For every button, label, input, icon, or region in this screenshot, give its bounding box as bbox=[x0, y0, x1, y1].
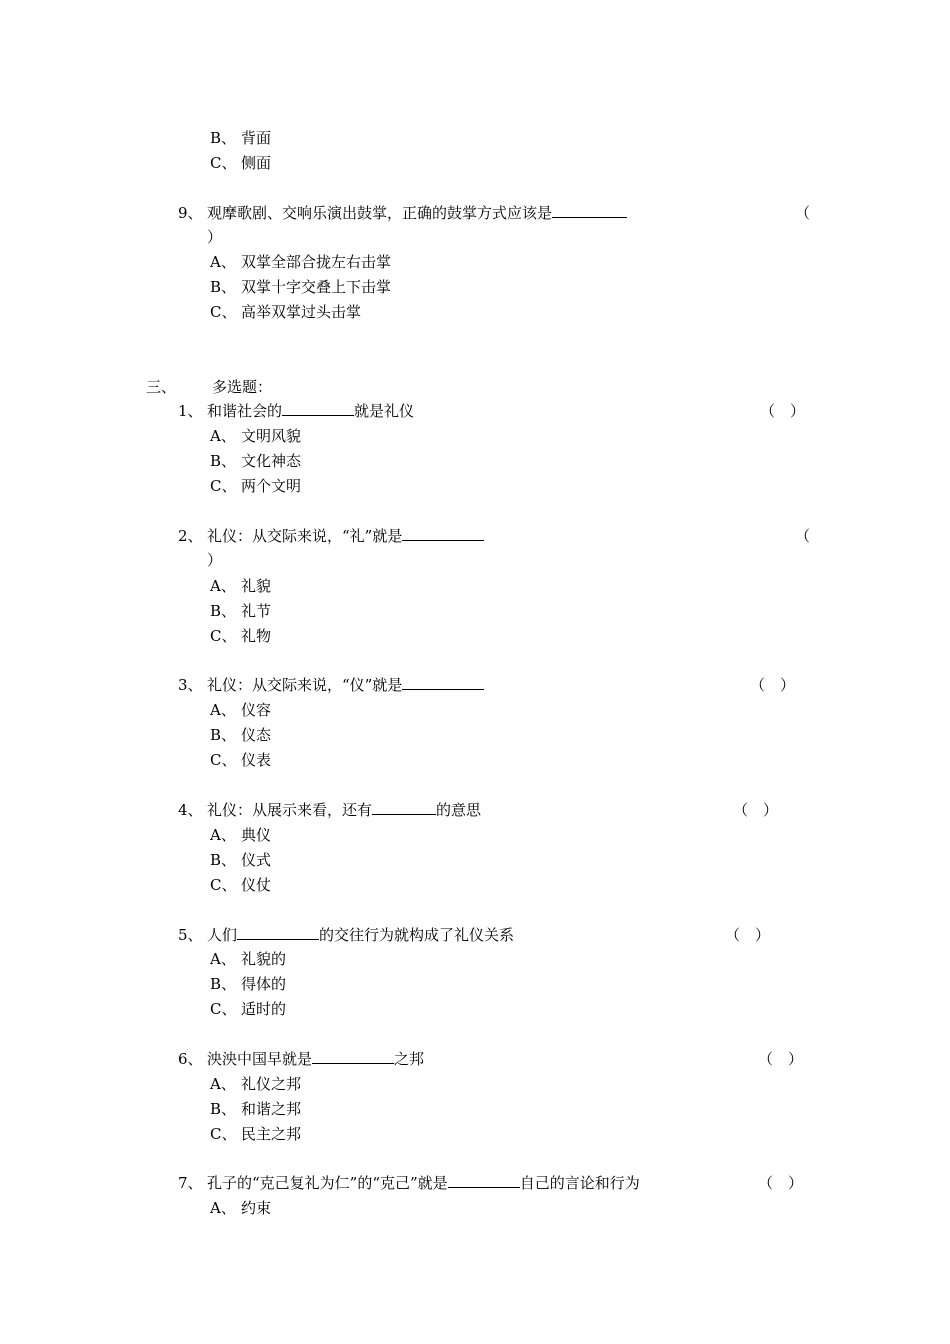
answer-paren-open: （ bbox=[795, 527, 811, 545]
question-number: 1、 bbox=[178, 402, 203, 420]
question-number: 9、 bbox=[178, 204, 203, 222]
option-letter: B、 bbox=[210, 726, 237, 744]
answer-paren: （ ） bbox=[758, 1050, 804, 1068]
question-number: 2、 bbox=[178, 527, 203, 545]
option-text: 高举双掌过头击掌 bbox=[241, 303, 362, 321]
option-letter: A、 bbox=[210, 253, 236, 271]
option-text: 仪表 bbox=[241, 751, 272, 769]
question-text: 观摩歌剧、交响乐演出鼓掌，正确的鼓掌方式应该是 bbox=[207, 203, 627, 223]
option-text: 和谐之邦 bbox=[241, 1100, 302, 1118]
question-text: 人们 的交往行为就构成了礼仪关系 bbox=[207, 926, 515, 944]
option-letter: C、 bbox=[210, 1125, 237, 1143]
answer-blank bbox=[402, 675, 484, 690]
answer-blank bbox=[237, 925, 319, 940]
option-text: 文明风貌 bbox=[241, 427, 302, 445]
option-text: 约束 bbox=[241, 1199, 272, 1217]
option-text: 背面 bbox=[241, 129, 272, 147]
question-number: 5、 bbox=[178, 926, 203, 944]
option-text: 适时的 bbox=[241, 1000, 287, 1018]
option-text: 仪式 bbox=[241, 851, 272, 869]
option-letter: A、 bbox=[210, 701, 236, 719]
option-letter: C、 bbox=[210, 303, 237, 321]
answer-blank bbox=[312, 1049, 394, 1064]
question-number: 6、 bbox=[178, 1050, 203, 1068]
option-text: 双掌十字交叠上下击掌 bbox=[241, 278, 392, 296]
option-letter: A、 bbox=[210, 1075, 236, 1093]
option-letter: A、 bbox=[210, 427, 236, 445]
option-letter: A、 bbox=[210, 950, 236, 968]
question-text: 礼仪：从交际来说，“礼”就是 bbox=[207, 526, 484, 546]
option-text: 仪仗 bbox=[241, 876, 272, 894]
answer-paren: （ ） bbox=[733, 801, 779, 819]
option-text: 文化神态 bbox=[241, 452, 302, 470]
option-letter: A、 bbox=[210, 1199, 236, 1217]
answer-blank bbox=[372, 800, 436, 815]
question-text: 泱泱中国早就是 之邦 bbox=[207, 1050, 425, 1068]
option-letter: C、 bbox=[210, 154, 237, 172]
option-letter: C、 bbox=[210, 1000, 237, 1018]
question-text: 和谐社会的 就是礼仪 bbox=[207, 402, 415, 420]
question-text: 礼仪：从交际来说，“仪”就是 bbox=[207, 675, 484, 695]
answer-blank bbox=[552, 203, 627, 218]
answer-blank bbox=[402, 526, 484, 541]
option-text: 礼仪之邦 bbox=[241, 1075, 302, 1093]
option-text: 仪容 bbox=[241, 701, 272, 719]
answer-paren-close: ） bbox=[207, 551, 223, 569]
answer-paren: （ ） bbox=[760, 402, 806, 420]
answer-blank bbox=[282, 401, 354, 416]
section-title: 多选题： bbox=[212, 378, 273, 396]
option-letter: B、 bbox=[210, 602, 237, 620]
option-letter: A、 bbox=[210, 826, 236, 844]
option-letter: C、 bbox=[210, 876, 237, 894]
option-letter: C、 bbox=[210, 751, 237, 769]
option-text: 民主之邦 bbox=[241, 1125, 302, 1143]
option-text: 侧面 bbox=[241, 154, 272, 172]
answer-blank bbox=[448, 1173, 520, 1188]
option-letter: B、 bbox=[210, 452, 237, 470]
option-letter: B、 bbox=[210, 975, 237, 993]
option-text: 典仪 bbox=[241, 826, 272, 844]
option-letter: A、 bbox=[210, 577, 236, 595]
answer-paren: （ ） bbox=[750, 676, 796, 694]
question-text: 孔子的“克己复礼为仁”的“克己”就是 自己的言论和行为 bbox=[207, 1174, 640, 1192]
option-text: 两个文明 bbox=[241, 477, 302, 495]
question-text: 礼仪：从展示来看，还有 的意思 bbox=[207, 801, 482, 819]
option-letter: C、 bbox=[210, 627, 237, 645]
option-letter: B、 bbox=[210, 1100, 237, 1118]
option-text: 礼貌 bbox=[241, 577, 272, 595]
answer-paren: （ ） bbox=[725, 926, 771, 944]
section-number: 三、 bbox=[146, 378, 177, 396]
question-number: 4、 bbox=[178, 801, 203, 819]
answer-paren: （ ） bbox=[758, 1174, 804, 1192]
option-text: 礼物 bbox=[241, 627, 272, 645]
option-letter: B、 bbox=[210, 851, 237, 869]
option-text: 得体的 bbox=[241, 975, 287, 993]
option-text: 双掌全部合拢左右击掌 bbox=[241, 253, 392, 271]
option-text: 礼貌的 bbox=[241, 950, 287, 968]
answer-paren-close: ） bbox=[207, 228, 223, 246]
answer-paren-open: （ bbox=[795, 204, 811, 222]
option-text: 仪态 bbox=[241, 726, 272, 744]
question-number: 7、 bbox=[178, 1174, 203, 1192]
option-letter: B、 bbox=[210, 278, 237, 296]
question-number: 3、 bbox=[178, 676, 203, 694]
option-letter: B、 bbox=[210, 129, 237, 147]
option-letter: C、 bbox=[210, 477, 237, 495]
option-text: 礼节 bbox=[241, 602, 272, 620]
